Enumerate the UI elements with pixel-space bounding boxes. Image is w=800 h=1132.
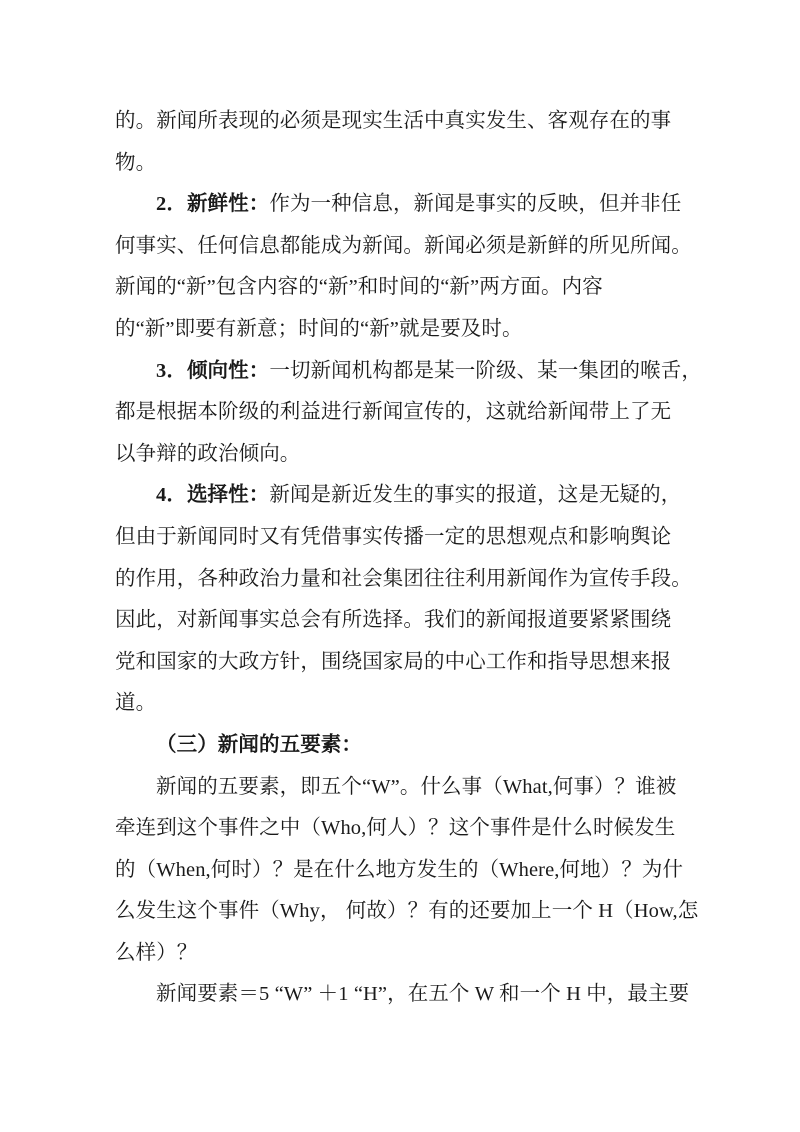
text-run: 新闻要素＝5 “W” ＋1 “H”，在五个 W 和一个 H 中，最主要 [156, 983, 690, 1006]
text-run: 何事实、任何信息都能成为新闻。新闻必须是新鲜的所见所闻。 [115, 234, 692, 257]
text-run: 的（When,何时）？是在什么地方发生的（Where,何地）？为什 [115, 858, 684, 881]
text-run: 新闻的“新”包含内容的“新”和时间的“新”两方面。内容 [115, 276, 603, 299]
text-line [115, 767, 687, 809]
text-run: 以争辩的政治倾向。 [115, 442, 301, 465]
text-line [115, 891, 699, 933]
text-line [115, 392, 687, 434]
text-line [115, 517, 687, 559]
text-line [115, 642, 687, 684]
heading-run: 4．选择性： [156, 484, 270, 507]
text-run: 么发生这个事件（Why， 何故）？有的还要加上一个 H（How,怎 [115, 900, 699, 923]
text-run: 道。 [115, 692, 157, 715]
text-run: 的“新”即要有新意；时间的“新”就是要及时。 [115, 317, 523, 340]
text-line [115, 974, 690, 1016]
text-run: 牵连到这个事件之中（Who,何人）？这个事件是什么时候发生 [115, 817, 676, 840]
text-line [115, 101, 687, 143]
text-line [115, 683, 687, 725]
text-run: 新闻的五要素，即五个“W”。什么事（What,何事）？谁被 [156, 775, 677, 798]
text-run: 么样）？ [115, 941, 198, 964]
text-line [115, 600, 687, 642]
text-run: 一切新闻机构都是某一阶级、某一集团的喉舌， [269, 359, 702, 382]
text-line [115, 267, 687, 309]
text-run: 因此，对新闻事实总会有所选择。我们的新闻报道要紧紧围绕 [115, 609, 672, 632]
heading-run: 2．新鲜性： [156, 193, 270, 216]
text-line [115, 933, 687, 975]
text-run: 作为一种信息，新闻是事实的反映，但并非任 [269, 193, 682, 216]
text-line [115, 143, 687, 185]
text-run: 物。 [115, 151, 157, 174]
text-run: 都是根据本阶级的利益进行新闻宣传的，这就给新闻带上了无 [115, 401, 672, 424]
text-line [115, 808, 687, 850]
text-line [115, 475, 687, 517]
text-line [115, 434, 687, 476]
text-run: 但由于新闻同时又有凭借事实传播一定的思想观点和影响舆论 [115, 525, 672, 548]
text-line [115, 559, 692, 601]
text-run: 党和国家的大政方针，围绕国家局的中心工作和指导思想来报 [115, 650, 672, 673]
heading-run: （三）新闻的五要素： [156, 733, 362, 756]
document-text-block [115, 101, 702, 1016]
text-run: 的作用，各种政治力量和社会集团往往利用新闻作为宣传手段。 [115, 567, 692, 590]
text-line [115, 725, 687, 767]
text-line [115, 309, 687, 351]
text-line [115, 850, 687, 892]
heading-run: 3．倾向性： [156, 359, 270, 382]
text-line [115, 226, 692, 268]
text-line [115, 351, 702, 393]
text-line [115, 184, 687, 226]
text-run: 新闻是新近发生的事实的报道，这是无疑的， [269, 484, 682, 507]
text-run: 的。新闻所表现的必须是现实生活中真实发生、客观存在的事 [115, 110, 672, 132]
